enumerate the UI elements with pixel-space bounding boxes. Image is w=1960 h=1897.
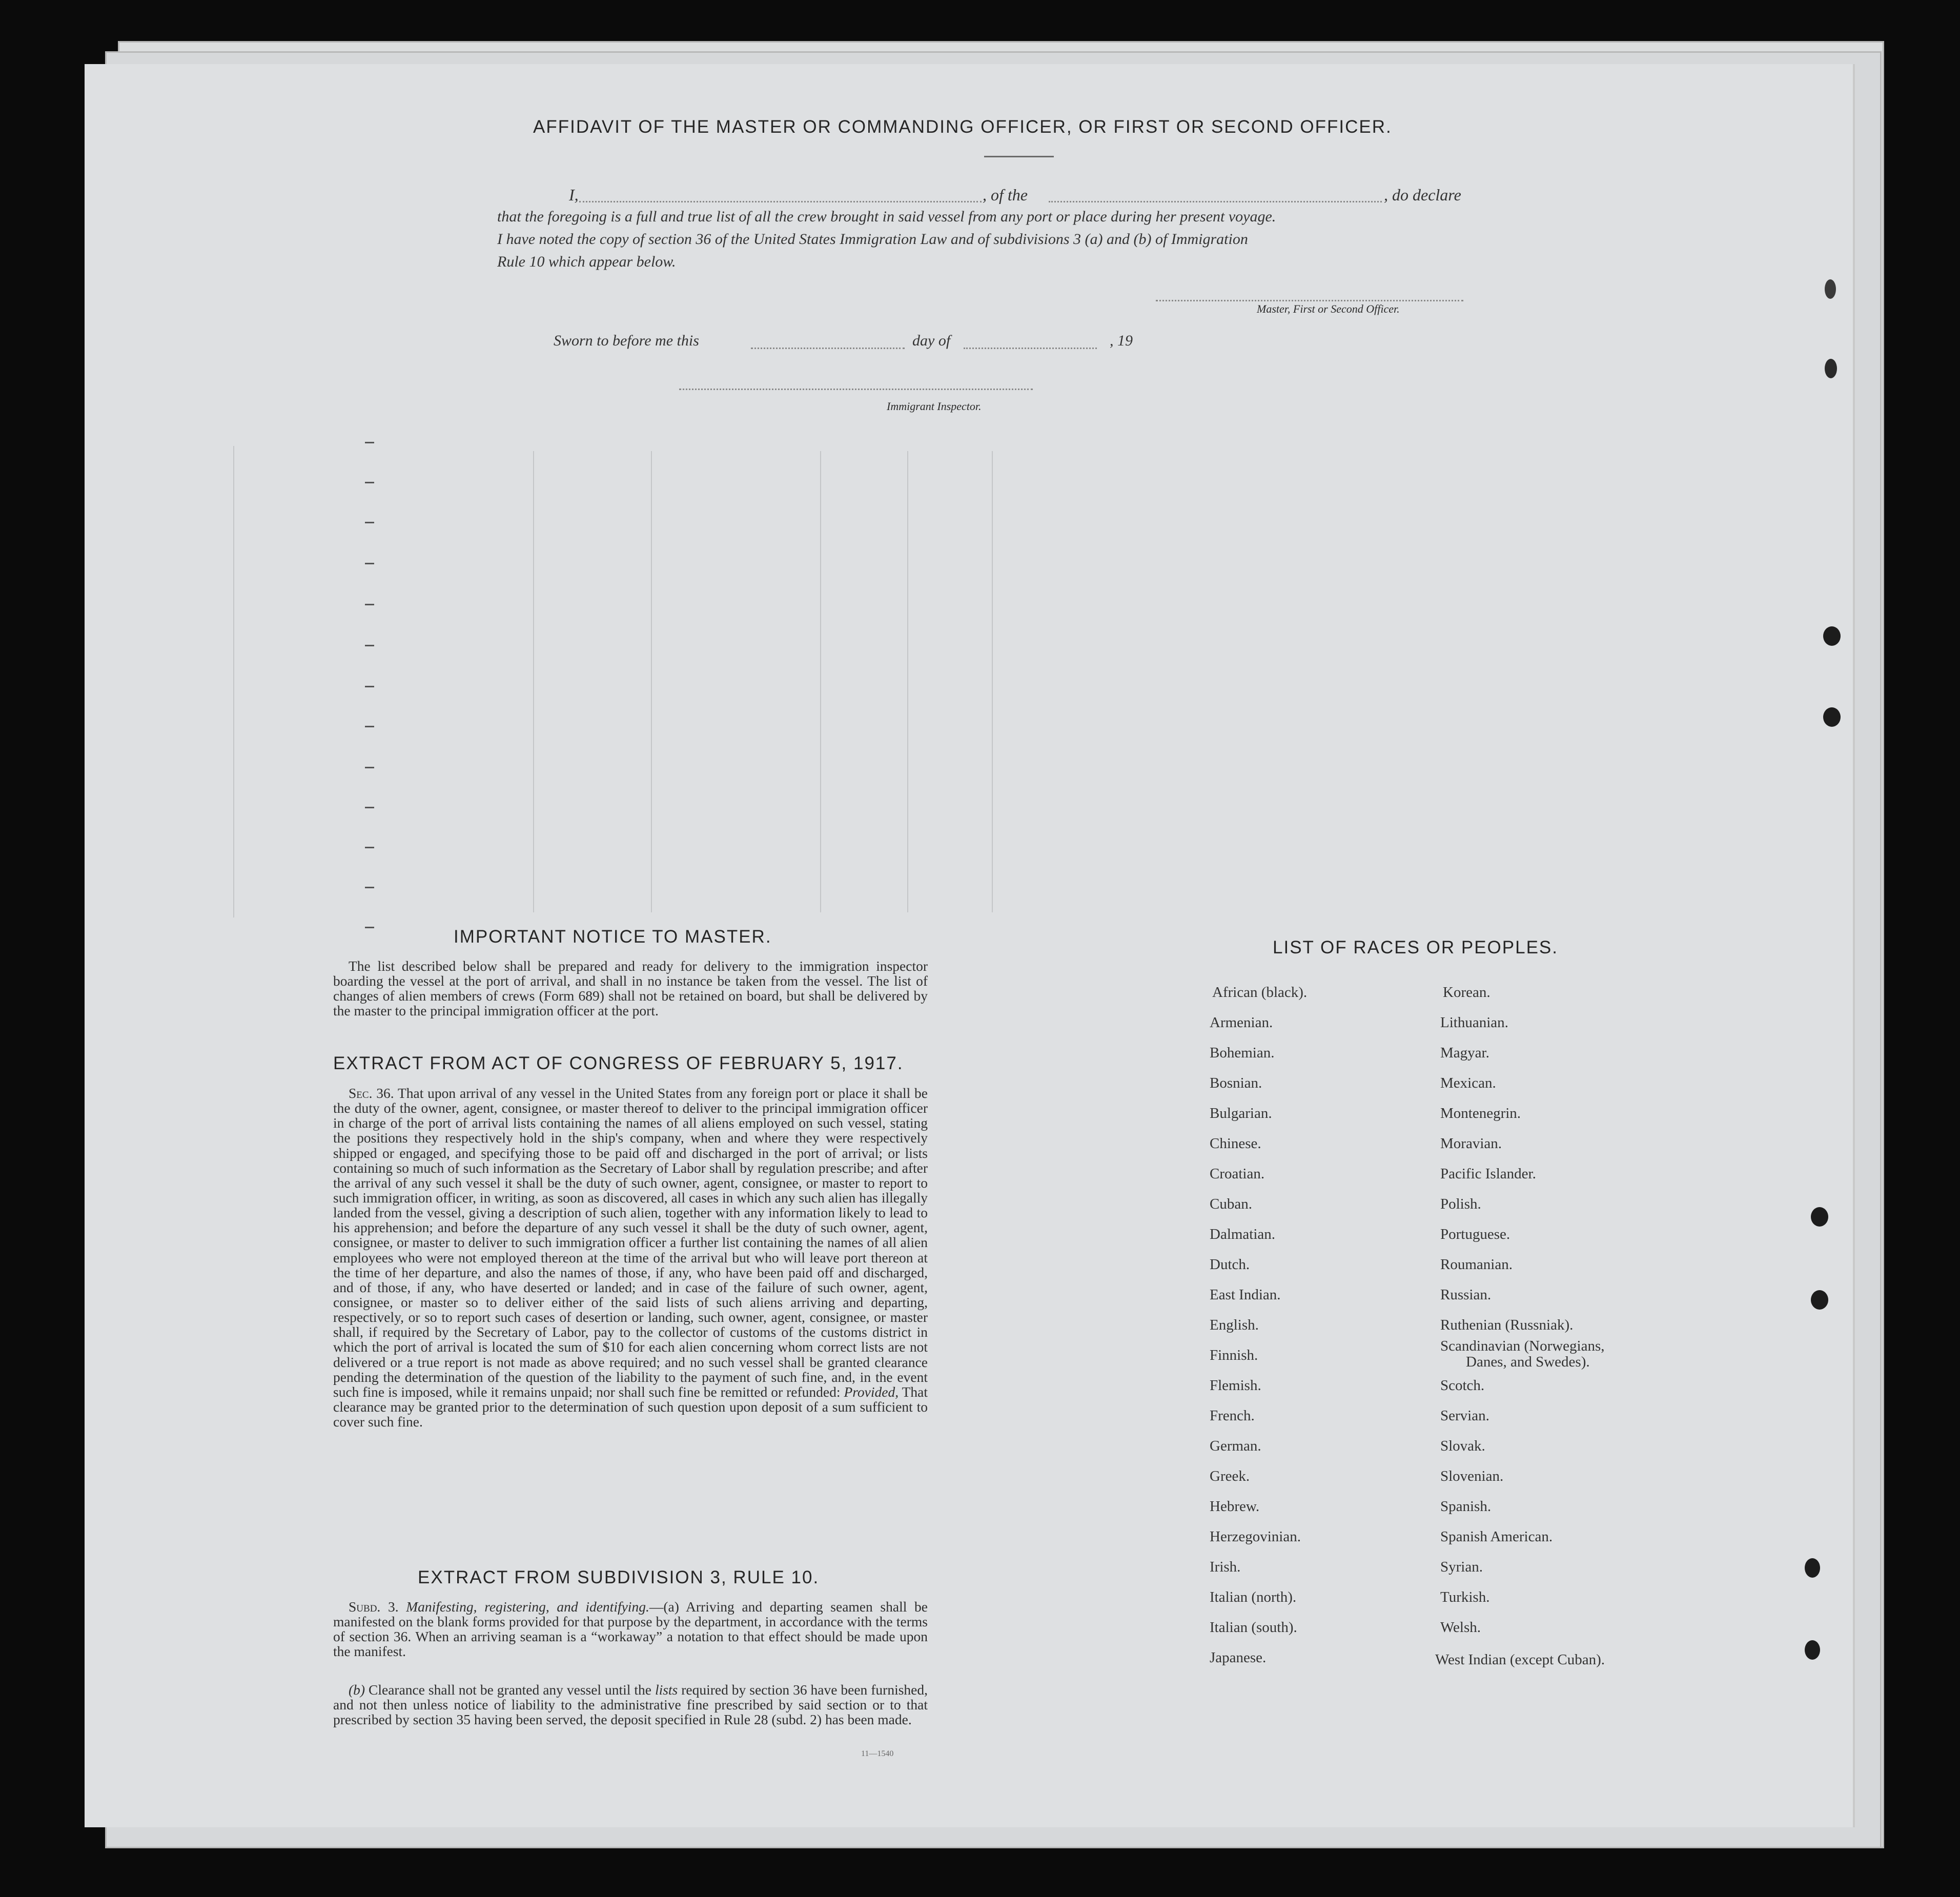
affidavit-line-4: Rule 10 which appear below. — [497, 253, 676, 270]
race-right: Slovenian. — [1440, 1468, 1504, 1484]
table-ghost-line — [651, 451, 652, 912]
officer-signature-label: Master, First or Second Officer. — [1257, 302, 1400, 315]
punch-hole-icon — [1811, 1207, 1828, 1227]
margin-tick — [365, 442, 374, 443]
race-right: Polish. — [1440, 1196, 1481, 1212]
race-right: Pacific Islander. — [1440, 1166, 1536, 1182]
race-left: English. — [1210, 1317, 1259, 1333]
subd-b-marker: (b) — [349, 1682, 365, 1698]
table-ghost-line — [907, 451, 908, 912]
race-right: Welsh. — [1440, 1619, 1481, 1636]
punch-hole-icon — [1825, 359, 1837, 378]
inspector-signature-field[interactable] — [679, 389, 1033, 390]
margin-tick — [365, 767, 374, 768]
race-left: Dutch. — [1210, 1256, 1250, 1273]
race-right: Moravian. — [1440, 1135, 1502, 1152]
punch-hole-icon — [1805, 1640, 1820, 1660]
race-left: Bulgarian. — [1210, 1105, 1272, 1121]
race-right: Magyar. — [1440, 1045, 1489, 1061]
punch-hole-icon — [1823, 626, 1841, 646]
race-right: Russian. — [1440, 1287, 1492, 1303]
lists-word: lists — [655, 1682, 678, 1698]
race-right: Scotch. — [1440, 1377, 1485, 1394]
extract-rule-body-b — [333, 1682, 928, 1727]
race-right: Mexican. — [1440, 1075, 1496, 1091]
race-left: Italian (north). — [1210, 1589, 1297, 1605]
race-left: Finnish. — [1210, 1347, 1258, 1363]
affidavit-do-declare: , do declare — [1384, 186, 1461, 204]
master-name-field[interactable] — [579, 201, 982, 202]
extract-rule-body-a — [333, 1599, 928, 1659]
race-left: African (black). — [1212, 984, 1308, 1001]
punch-hole-icon — [1811, 1290, 1828, 1310]
section-36-text-end: That clearance may be granted prior to the determination of such question upon deposit of a sum sufficient to cover such fine. — [333, 1383, 928, 1430]
subd-a-text: Arriving and departing seamen shall be manifested on the blank forms provided for that purpose by the department, in accordance with the terms of section 36. When an arriving seaman is a “workaway” a notation to that effect should be made upon the manifest. — [333, 1599, 928, 1660]
affidavit-line-3: I have noted the copy of section 36 of the United States Immigration Law and of subdivisions 3 (a) and (b) of Immigration — [497, 231, 1248, 248]
race-right: Scandinavian (Norwegians, — [1440, 1338, 1605, 1354]
margin-tick — [365, 645, 374, 646]
title-rule — [984, 156, 1054, 157]
race-left: Herzegovinian. — [1210, 1528, 1301, 1545]
margin-tick — [365, 482, 374, 483]
race-right: Portuguese. — [1440, 1226, 1510, 1242]
race-left: Chinese. — [1210, 1135, 1261, 1152]
affidavit-title: AFFIDAVIT OF THE MASTER OR COMMANDING OFFICER, OR FIRST OR SECOND OFFICER. — [533, 117, 1392, 137]
race-left: Dalmatian. — [1210, 1226, 1276, 1242]
race-left: Irish. — [1210, 1559, 1241, 1575]
race-left: East Indian. — [1210, 1287, 1281, 1303]
race-right: Servian. — [1440, 1408, 1489, 1424]
officer-signature-field[interactable] — [1156, 300, 1463, 301]
race-right: Turkish. — [1440, 1589, 1490, 1605]
margin-tick — [365, 563, 374, 564]
race-right: Korean. — [1443, 984, 1491, 1001]
race-right: Montenegrin. — [1440, 1105, 1521, 1121]
race-left: Greek. — [1210, 1468, 1250, 1484]
race-left: Cuban. — [1210, 1196, 1252, 1212]
affidavit-line-2: that the foregoing is a full and true list of all the crew brought in said vessel from any port or place during her present voyage. — [497, 208, 1276, 225]
punch-hole-icon — [1805, 1558, 1820, 1578]
race-right: Roumanian. — [1440, 1256, 1513, 1273]
race-right: Syrian. — [1440, 1559, 1483, 1575]
race-left: Italian (south). — [1210, 1619, 1297, 1636]
margin-tick — [365, 604, 374, 605]
extract-act-body — [333, 1086, 928, 1429]
sworn-month-field[interactable] — [964, 348, 1097, 349]
table-ghost-line — [992, 451, 993, 912]
race-left: Japanese. — [1210, 1649, 1267, 1666]
race-left: Bosnian. — [1210, 1075, 1262, 1091]
race-left: Hebrew. — [1210, 1498, 1260, 1515]
notice-title: IMPORTANT NOTICE TO MASTER. — [454, 927, 772, 947]
race-left: Croatian. — [1210, 1166, 1265, 1182]
race-left: Armenian. — [1210, 1014, 1273, 1031]
affidavit-of-the: , of the — [983, 186, 1028, 204]
extract-rule-title: EXTRACT FROM SUBDIVISION 3, RULE 10. — [418, 1567, 820, 1587]
section-label: Sec. 36. — [349, 1085, 394, 1101]
subd-b-text-2: required by section 36 have been furnished, and not then unless notice of liability to the administrative fine prescribed by said section or to that prescribed by section 35 having been served, the deposit specified in Rule 28 (subd. 2) has been made. — [333, 1682, 928, 1728]
margin-tick — [365, 522, 374, 523]
subd-label: Subd. 3. — [349, 1599, 399, 1615]
notice-text: The list described below shall be prepared and ready for delivery to the immigration inspector boarding the vessel at the port of arrival, and shall in no instance be taken from the vessel. The list of changes of alien members of crews (Form 689) shall not be retained on board, but shall be delivered by the master to the principal immigration officer at the port. — [333, 958, 928, 1019]
race-right: Spanish. — [1440, 1498, 1492, 1515]
race-right: Ruthenian (Russniak). — [1440, 1317, 1574, 1333]
race-right: West Indian (except Cuban). — [1435, 1651, 1605, 1668]
provided-word: Provided, — [844, 1383, 899, 1400]
sworn-label: Sworn to before me this — [554, 332, 699, 349]
race-right: Lithuanian. — [1440, 1014, 1508, 1031]
subd-b-text-1: Clearance shall not be granted any vessel until the — [369, 1682, 651, 1698]
form-page — [85, 64, 1855, 1827]
affidavit-name-prefix: I, — [569, 186, 579, 204]
margin-tick — [365, 807, 374, 808]
day-of-label: day of — [912, 332, 951, 349]
race-right: Spanish American. — [1440, 1528, 1553, 1545]
punch-hole-icon — [1825, 279, 1836, 299]
table-ghost-line — [533, 451, 534, 912]
sworn-year-label: , 19 — [1110, 332, 1133, 349]
race-left: French. — [1210, 1408, 1255, 1424]
table-ghost-line — [820, 451, 821, 912]
subd-heading: Manifesting, registering, and identifying. — [406, 1599, 649, 1615]
race-right-continuation: Danes, and Swedes). — [1466, 1354, 1590, 1370]
sworn-day-field[interactable] — [751, 348, 905, 349]
extract-act-title: EXTRACT FROM ACT OF CONGRESS OF FEBRUARY 5, 1917. — [333, 1053, 904, 1073]
form-number: 11—1540 — [861, 1749, 894, 1758]
subd-a-marker: —(a) — [649, 1599, 679, 1615]
margin-tick — [365, 847, 374, 848]
punch-hole-icon — [1823, 707, 1841, 727]
race-right: Slovak. — [1440, 1438, 1485, 1454]
margin-tick — [365, 887, 374, 888]
inspector-signature-label: Immigrant Inspector. — [887, 400, 982, 413]
races-title: LIST OF RACES OR PEOPLES. — [1273, 937, 1559, 957]
section-36-text: That upon arrival of any vessel in the United States from any foreign port or place it shall be the duty of the owner, agent, consignee, or master thereof to deliver to the principal immigration officer in charge of the port of arrival lists containing the names of all aliens employed on such vessel, stating the positions they respectively hold in the ship's company, when and where they were respectively shipped or engaged, and specifying those to be paid off and discharged in the port of arrival; or lists containing so much of such information as the Secretary of Labor shall by regulation prescribe; and after the arrival of any such vessel it shall be the duty of such owner, agent, consignee, or master to report to such immigration officer, in writing, as soon as discovered, all cases in which any such alien has illegally landed from the vessel, giving a description of such alien, together with any information likely to lead to his apprehension; and before the departure of any such vessel it shall be the duty of such owner, agent, consignee, or master to deliver to such immigration officer a further list containing the names of all alien employees who were not employed thereon at the time of the arrival but who will leave port thereon at the time of her departure, and also the names of those, if any, who have been paid off and discharged, and of those, if any, who have deserted or landed; and in case of the failure of such owner, agent, consignee, or master so to deliver either of the said lists of such aliens arriving and departing, respectively, or so to report such cases of desertion or landing, such owner, agent, consignee, or master shall, if required by the Secretary of Labor, pay to the collector of customs of the customs district in which the port of arrival is located the sum of $10 for each alien concerning whom correct lists are not delivered or a true report is not made as above required; and no such vessel shall be granted clearance pending the determination of the question of the liability to the payment of such fine, and, in the event such fine is imposed, while it remains unpaid; nor shall such fine be remitted or refunded: — [333, 1085, 928, 1400]
race-left: Bohemian. — [1210, 1045, 1275, 1061]
table-ghost-line — [233, 446, 234, 917]
vessel-name-field[interactable] — [1049, 201, 1382, 202]
margin-tick — [365, 686, 374, 687]
race-left: German. — [1210, 1438, 1261, 1454]
margin-tick — [365, 726, 374, 727]
race-left: Flemish. — [1210, 1377, 1261, 1394]
margin-tick — [365, 927, 374, 928]
